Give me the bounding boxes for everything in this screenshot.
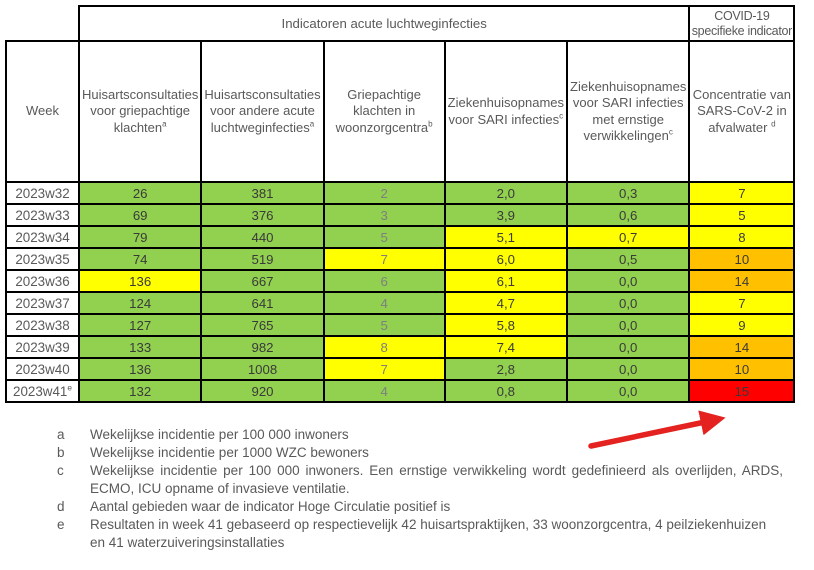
- value-cell: 7,4: [445, 336, 567, 358]
- week-text: 2023w38: [15, 317, 70, 333]
- footnote-letter: b: [57, 445, 65, 460]
- value-cell: 8: [324, 336, 445, 358]
- value-cell: 1008: [201, 358, 323, 380]
- footnote-marker: c: [668, 127, 673, 137]
- value-cell: 3,9: [445, 204, 567, 226]
- value-cell: 2: [324, 182, 445, 204]
- value-cell: 641: [201, 292, 323, 314]
- value-cell: 3: [324, 204, 445, 226]
- column-header-gp-ili: [79, 41, 201, 182]
- week-label: [6, 226, 79, 248]
- column-header-gp-ari: [201, 41, 323, 182]
- value-cell: 2,8: [445, 358, 567, 380]
- week-text: 2023w34: [15, 229, 70, 245]
- value-cell: 519: [201, 248, 323, 270]
- value-cell: 920: [201, 380, 323, 402]
- value-cell: 7: [324, 248, 445, 270]
- footnote-text: Aantal gebieden waar de indicator Hoge Circulatie positief is: [90, 499, 451, 514]
- week-text: 2023w37: [15, 295, 70, 311]
- week-text: 2023w39: [15, 339, 70, 355]
- value-cell: 0,0: [567, 380, 689, 402]
- week-text: 2023w36: [15, 273, 70, 289]
- footnote-letter: d: [57, 499, 65, 514]
- table-row: [6, 270, 794, 292]
- value-cell: 0,0: [567, 314, 689, 336]
- indicator-table: [5, 5, 795, 403]
- footnote-text: Resultaten in week 41 gebaseerd op respectievelijk 42 huisartspraktijken, 33 woonzorgcentra, 4 peilziekenhuizen en 41 waterzuiveringsinstallaties: [90, 517, 767, 550]
- column-header-label: Huisartsconsultaties voor andere acute luchtweginfecties: [204, 86, 321, 135]
- footnote-text: Wekelijkse incidentie per 100 000 inwoners. Een ernstige verwikkeling wordt gedefinieerd als overlijden, ARDS, ECMO, ICU opname of invasieve ventilatie.: [90, 463, 783, 496]
- footnote: [0, 516, 800, 552]
- week-label: [6, 182, 79, 204]
- value-cell: 381: [201, 182, 323, 204]
- column-header-week: [6, 41, 79, 182]
- table-corner-spacer: [6, 6, 79, 41]
- footnote: [0, 498, 800, 516]
- week-label: [6, 336, 79, 358]
- footnote-letter: e: [57, 517, 65, 532]
- column-header-row: [6, 41, 794, 182]
- value-cell: 15: [689, 380, 794, 402]
- table-row: [6, 314, 794, 336]
- footnote-letter: c: [57, 463, 64, 478]
- week-label: [6, 270, 79, 292]
- value-cell: 0,7: [567, 226, 689, 248]
- value-cell: 7: [689, 292, 794, 314]
- value-cell: 667: [201, 270, 323, 292]
- value-cell: 14: [689, 270, 794, 292]
- column-header-label: Week: [26, 103, 59, 119]
- value-cell: 0,0: [567, 358, 689, 380]
- column-header-label: Ziekenhuisopnames voor SARI infecties: [447, 95, 565, 127]
- value-cell: 4: [324, 292, 445, 314]
- value-cell: 136: [79, 270, 201, 292]
- week-text: 2023w33: [15, 207, 70, 223]
- table-row: [6, 204, 794, 226]
- value-cell: 74: [79, 248, 201, 270]
- value-cell: 9: [689, 314, 794, 336]
- footnote-text: Wekelijkse incidentie per 100 000 inwoners: [90, 427, 349, 442]
- table-row: [6, 358, 794, 380]
- footnotes: [0, 426, 800, 552]
- value-cell: 5: [689, 204, 794, 226]
- column-header-label: Huisartsconsultaties voor griepachtige klachten: [82, 86, 199, 135]
- footnote: [0, 426, 800, 444]
- value-cell: 124: [79, 292, 201, 314]
- week-label: [6, 248, 79, 270]
- group-header-acute: Indicatoren acute luchtweginfecties: [79, 6, 689, 41]
- value-cell: 132: [79, 380, 201, 402]
- value-cell: 136: [79, 358, 201, 380]
- value-cell: 765: [201, 314, 323, 336]
- value-cell: 0,6: [567, 204, 689, 226]
- value-cell: 5: [324, 314, 445, 336]
- week-label: [6, 380, 79, 402]
- value-cell: 376: [201, 204, 323, 226]
- column-header-label: Ziekenhuisopnames voor SARI infecties met ernstige verwikkelingen: [570, 78, 687, 143]
- value-cell: 10: [689, 358, 794, 380]
- week-label: [6, 314, 79, 336]
- value-cell: 0,0: [567, 336, 689, 358]
- table-row: [6, 292, 794, 314]
- value-cell: 0,0: [567, 292, 689, 314]
- week-text: 2023w35: [15, 251, 70, 267]
- value-cell: 4,7: [445, 292, 567, 314]
- footnote-text: Wekelijkse incidentie per 1000 WZC bewoners: [90, 445, 369, 460]
- value-cell: 7: [324, 358, 445, 380]
- value-cell: 26: [79, 182, 201, 204]
- week-label: [6, 204, 79, 226]
- value-cell: 127: [79, 314, 201, 336]
- footnote-marker: d: [771, 119, 776, 129]
- table-row: [6, 380, 794, 402]
- week-label: [6, 358, 79, 380]
- value-cell: 10: [689, 248, 794, 270]
- week-text: 2023w32: [15, 185, 70, 201]
- footnote: [0, 444, 800, 462]
- footnote-marker: b: [428, 119, 433, 129]
- value-cell: 0,5: [567, 248, 689, 270]
- value-cell: 2,0: [445, 182, 567, 204]
- value-cell: 6: [324, 270, 445, 292]
- column-header-label: Concentratie van SARS-CoV-2 in afvalwater: [692, 86, 792, 135]
- table-row: [6, 226, 794, 248]
- value-cell: 7: [689, 182, 794, 204]
- value-cell: 133: [79, 336, 201, 358]
- value-cell: 6,1: [445, 270, 567, 292]
- value-cell: 8: [689, 226, 794, 248]
- column-header-wzc-ili: [324, 41, 445, 182]
- footnote: [0, 462, 800, 498]
- value-cell: 79: [79, 226, 201, 248]
- value-cell: 5,1: [445, 226, 567, 248]
- footnote-marker: a: [309, 119, 315, 129]
- column-header-wastewater: [689, 41, 794, 182]
- column-header-sari-severe: [567, 41, 689, 182]
- footnote-letter: a: [57, 427, 65, 442]
- group-header-covid: COVID-19 specifieke indicator: [689, 6, 794, 41]
- table-row: [6, 182, 794, 204]
- value-cell: 5,8: [445, 314, 567, 336]
- value-cell: 0,3: [567, 182, 689, 204]
- footnote-marker: a: [162, 119, 167, 129]
- table-row: [6, 336, 794, 358]
- value-cell: 440: [201, 226, 323, 248]
- group-header-row: [6, 6, 794, 41]
- value-cell: 982: [201, 336, 323, 358]
- value-cell: 4: [324, 380, 445, 402]
- value-cell: 14: [689, 336, 794, 358]
- week-text: 2023w40: [15, 361, 70, 377]
- footnote-marker: c: [559, 111, 564, 121]
- table-row: [6, 248, 794, 270]
- value-cell: 6,0: [445, 248, 567, 270]
- week-label: [6, 292, 79, 314]
- value-cell: 0,8: [445, 380, 567, 402]
- value-cell: 69: [79, 204, 201, 226]
- column-header-sari: [445, 41, 567, 182]
- value-cell: 5: [324, 226, 445, 248]
- week-text: 2023w41: [13, 383, 68, 399]
- value-cell: 0,0: [567, 270, 689, 292]
- footnote-marker: e: [67, 382, 72, 393]
- column-header-label: Griepachtige klachten in woonzorgcentra: [335, 86, 429, 135]
